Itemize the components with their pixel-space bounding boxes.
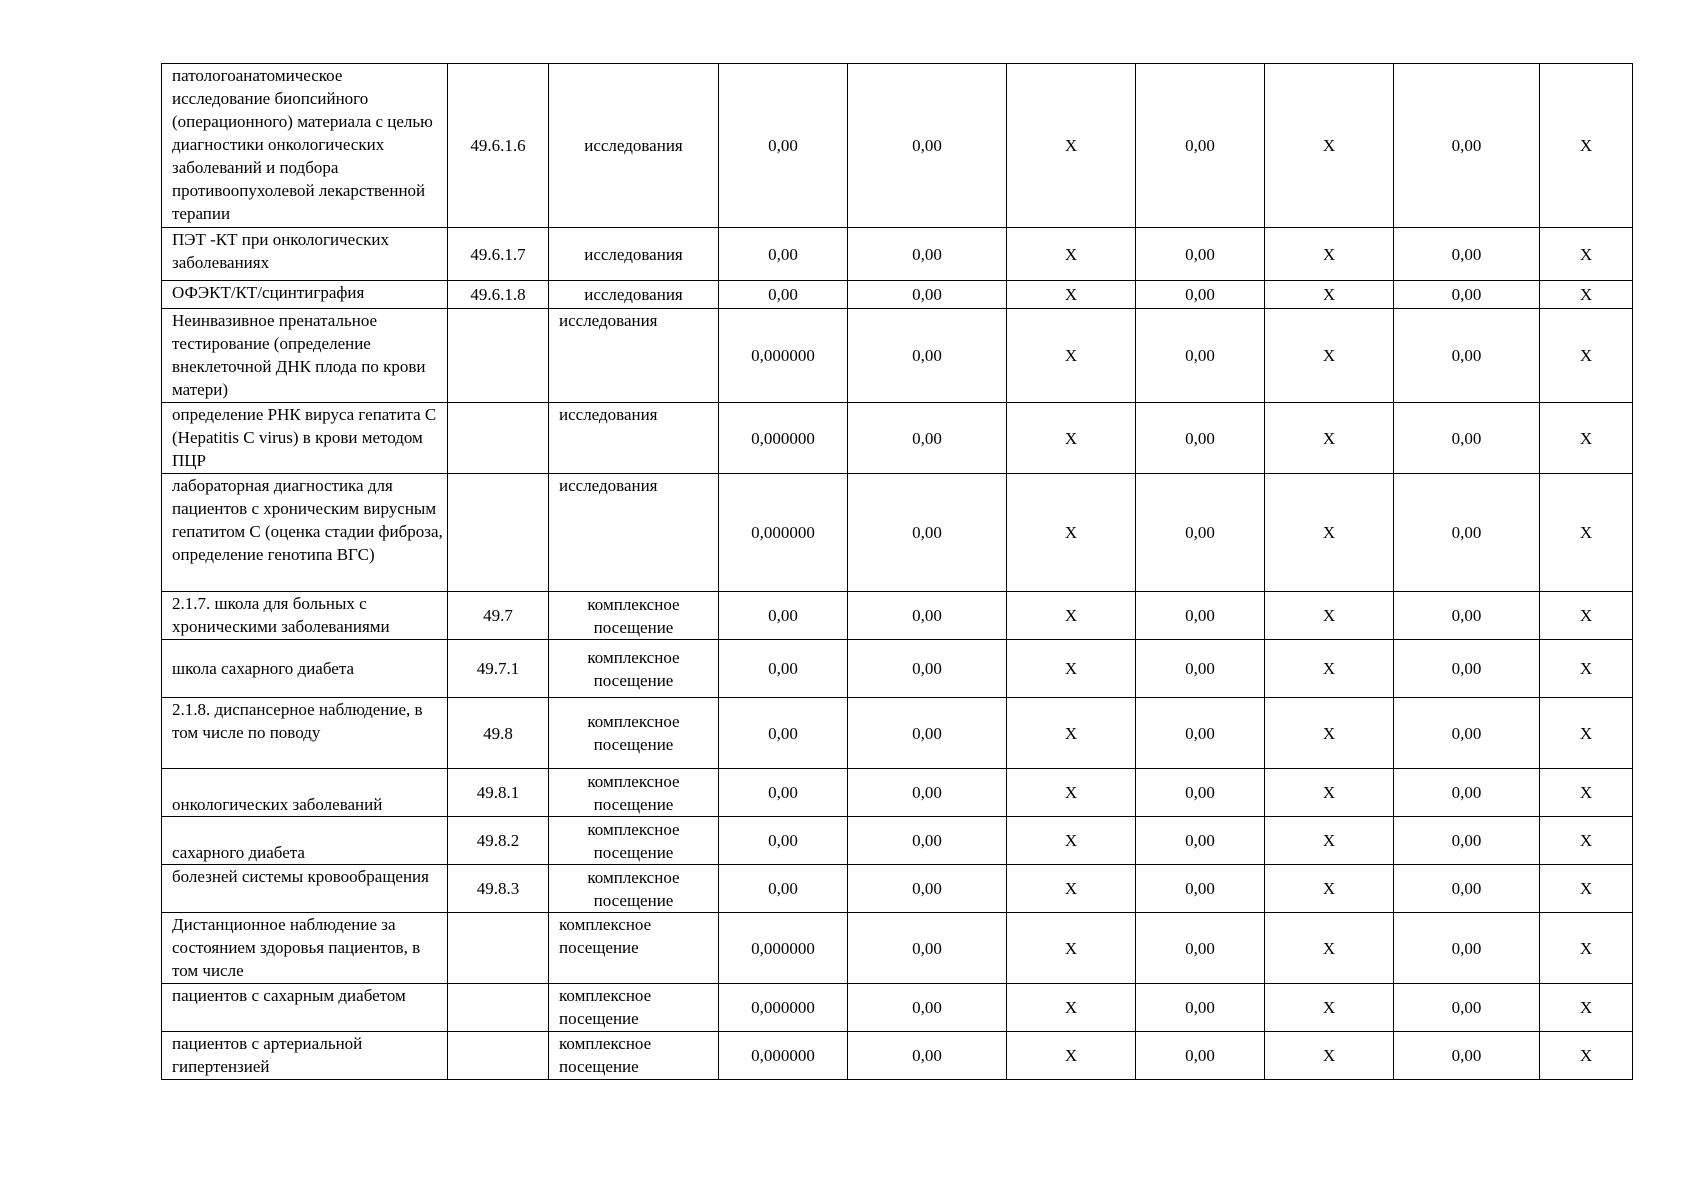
row-value-2: 0,00 <box>848 1032 1007 1080</box>
row-value-6: 0,00 <box>1394 984 1540 1032</box>
row-value-2: 0,00 <box>848 474 1007 592</box>
row-code: 49.8.1 <box>448 769 549 817</box>
row-name: Неинвазивное пренатальное тестирование (определение внеклеточной ДНК плода по крови матери) <box>162 309 448 403</box>
row-value-3: X <box>1007 1032 1136 1080</box>
row-value-5: X <box>1265 1032 1394 1080</box>
row-value-3: X <box>1007 309 1136 403</box>
row-value-6: 0,00 <box>1394 865 1540 913</box>
row-value-1: 0,00 <box>719 592 848 640</box>
row-value-7: X <box>1540 817 1633 865</box>
row-code: 49.8.2 <box>448 817 549 865</box>
row-value-5: X <box>1265 64 1394 228</box>
row-value-1: 0,000000 <box>719 984 848 1032</box>
row-value-4: 0,00 <box>1136 698 1265 769</box>
row-code: 49.6.1.7 <box>448 228 549 281</box>
row-name: онкологических заболеваний <box>162 769 448 817</box>
row-value-4: 0,00 <box>1136 1032 1265 1080</box>
row-value-5: X <box>1265 769 1394 817</box>
row-unit: комплексное посещение <box>549 640 719 698</box>
row-value-5: X <box>1265 228 1394 281</box>
row-code: 49.8.3 <box>448 865 549 913</box>
row-value-2: 0,00 <box>848 865 1007 913</box>
row-unit: комплексное посещение <box>549 984 719 1032</box>
row-code <box>448 403 549 474</box>
row-value-4: 0,00 <box>1136 64 1265 228</box>
row-code: 49.8 <box>448 698 549 769</box>
row-name: 2.1.8. диспансерное наблюдение, в том числе по поводу <box>162 698 448 769</box>
row-value-3: X <box>1007 698 1136 769</box>
row-value-2: 0,00 <box>848 640 1007 698</box>
row-value-3: X <box>1007 474 1136 592</box>
row-name: сахарного диабета <box>162 817 448 865</box>
row-value-7: X <box>1540 640 1633 698</box>
row-value-3: X <box>1007 984 1136 1032</box>
row-value-5: X <box>1265 474 1394 592</box>
table-row <box>162 592 1633 640</box>
row-value-4: 0,00 <box>1136 865 1265 913</box>
table-row <box>162 1032 1633 1080</box>
table-row <box>162 640 1633 698</box>
row-unit: исследования <box>549 228 719 281</box>
row-value-2: 0,00 <box>848 592 1007 640</box>
row-value-4: 0,00 <box>1136 984 1265 1032</box>
row-value-2: 0,00 <box>848 913 1007 984</box>
data-table <box>161 63 1633 1080</box>
row-code: 49.6.1.8 <box>448 281 549 309</box>
row-value-4: 0,00 <box>1136 817 1265 865</box>
row-code <box>448 474 549 592</box>
row-unit: исследования <box>549 64 719 228</box>
row-unit: комплексное посещение <box>549 592 719 640</box>
row-value-7: X <box>1540 984 1633 1032</box>
row-name: болезней системы кровообращения <box>162 865 448 913</box>
row-value-5: X <box>1265 309 1394 403</box>
row-value-6: 0,00 <box>1394 64 1540 228</box>
row-value-6: 0,00 <box>1394 403 1540 474</box>
row-value-7: X <box>1540 865 1633 913</box>
row-unit: комплексное посещение <box>549 769 719 817</box>
row-value-7: X <box>1540 309 1633 403</box>
row-value-3: X <box>1007 281 1136 309</box>
row-value-1: 0,00 <box>719 64 848 228</box>
table-row <box>162 817 1633 865</box>
row-code <box>448 1032 549 1080</box>
row-code: 49.7 <box>448 592 549 640</box>
row-name: школа сахарного диабета <box>162 640 448 698</box>
row-value-3: X <box>1007 592 1136 640</box>
row-value-2: 0,00 <box>848 817 1007 865</box>
row-value-4: 0,00 <box>1136 592 1265 640</box>
row-value-4: 0,00 <box>1136 769 1265 817</box>
row-value-6: 0,00 <box>1394 228 1540 281</box>
row-value-7: X <box>1540 64 1633 228</box>
row-name: ПЭТ -КТ при онкологических заболеваниях <box>162 228 448 281</box>
row-value-6: 0,00 <box>1394 913 1540 984</box>
row-name: патологоанатомическое исследование биопсийного (операционного) материала с целью диагностики онкологических заболеваний и подбора противоопухолевой лекарственной терапии <box>162 64 448 228</box>
row-value-5: X <box>1265 403 1394 474</box>
row-value-2: 0,00 <box>848 403 1007 474</box>
row-value-5: X <box>1265 865 1394 913</box>
row-value-7: X <box>1540 281 1633 309</box>
row-value-4: 0,00 <box>1136 281 1265 309</box>
row-value-4: 0,00 <box>1136 913 1265 984</box>
row-value-4: 0,00 <box>1136 403 1265 474</box>
row-unit: исследования <box>549 474 719 592</box>
row-value-6: 0,00 <box>1394 592 1540 640</box>
row-value-6: 0,00 <box>1394 1032 1540 1080</box>
row-unit: исследования <box>549 281 719 309</box>
row-value-3: X <box>1007 913 1136 984</box>
row-value-7: X <box>1540 698 1633 769</box>
row-name: определение РНК вируса гепатита C (Hepatitis C virus) в крови методом ПЦР <box>162 403 448 474</box>
row-unit: комплексное посещение <box>549 817 719 865</box>
row-value-2: 0,00 <box>848 228 1007 281</box>
row-value-6: 0,00 <box>1394 281 1540 309</box>
row-value-5: X <box>1265 984 1394 1032</box>
row-unit: комплексное посещение <box>549 1032 719 1080</box>
row-code: 49.7.1 <box>448 640 549 698</box>
table-row <box>162 403 1633 474</box>
row-name: ОФЭКТ/КТ/сцинтиграфия <box>162 281 448 309</box>
table-row <box>162 984 1633 1032</box>
row-value-2: 0,00 <box>848 309 1007 403</box>
row-name: пациентов с сахарным диабетом <box>162 984 448 1032</box>
row-unit: комплексное посещение <box>549 698 719 769</box>
row-unit: исследования <box>549 309 719 403</box>
table-row <box>162 865 1633 913</box>
row-value-5: X <box>1265 592 1394 640</box>
row-unit: комплексное посещение <box>549 913 719 984</box>
row-value-6: 0,00 <box>1394 309 1540 403</box>
table-row <box>162 913 1633 984</box>
row-value-1: 0,000000 <box>719 309 848 403</box>
row-value-3: X <box>1007 64 1136 228</box>
row-value-1: 0,00 <box>719 769 848 817</box>
row-value-3: X <box>1007 865 1136 913</box>
row-value-6: 0,00 <box>1394 640 1540 698</box>
row-value-3: X <box>1007 403 1136 474</box>
row-value-6: 0,00 <box>1394 769 1540 817</box>
row-value-1: 0,000000 <box>719 913 848 984</box>
row-value-1: 0,00 <box>719 865 848 913</box>
table-row <box>162 228 1633 281</box>
row-value-1: 0,00 <box>719 640 848 698</box>
row-value-6: 0,00 <box>1394 698 1540 769</box>
row-unit: комплексное посещение <box>549 865 719 913</box>
row-value-3: X <box>1007 817 1136 865</box>
row-value-7: X <box>1540 592 1633 640</box>
table-row <box>162 64 1633 228</box>
row-value-5: X <box>1265 817 1394 865</box>
row-value-1: 0,00 <box>719 281 848 309</box>
row-name: 2.1.7. школа для больных с хроническими заболеваниями <box>162 592 448 640</box>
row-value-3: X <box>1007 640 1136 698</box>
table-row <box>162 698 1633 769</box>
row-value-2: 0,00 <box>848 698 1007 769</box>
row-value-7: X <box>1540 403 1633 474</box>
table-row <box>162 281 1633 309</box>
row-value-1: 0,000000 <box>719 1032 848 1080</box>
row-name: лабораторная диагностика для пациентов с хроническим вирусным гепатитом С (оценка стадии фиброза, определение генотипа ВГС) <box>162 474 448 592</box>
row-code <box>448 913 549 984</box>
row-value-1: 0,00 <box>719 228 848 281</box>
row-value-3: X <box>1007 769 1136 817</box>
row-value-3: X <box>1007 228 1136 281</box>
row-value-7: X <box>1540 913 1633 984</box>
table-row <box>162 474 1633 592</box>
row-value-2: 0,00 <box>848 281 1007 309</box>
row-value-2: 0,00 <box>848 769 1007 817</box>
row-value-7: X <box>1540 474 1633 592</box>
row-value-4: 0,00 <box>1136 228 1265 281</box>
row-value-5: X <box>1265 640 1394 698</box>
row-value-2: 0,00 <box>848 64 1007 228</box>
row-code: 49.6.1.6 <box>448 64 549 228</box>
row-value-5: X <box>1265 913 1394 984</box>
row-value-4: 0,00 <box>1136 640 1265 698</box>
row-value-6: 0,00 <box>1394 474 1540 592</box>
row-value-2: 0,00 <box>848 984 1007 1032</box>
row-value-5: X <box>1265 281 1394 309</box>
row-value-6: 0,00 <box>1394 817 1540 865</box>
row-value-7: X <box>1540 769 1633 817</box>
row-value-1: 0,00 <box>719 817 848 865</box>
row-value-1: 0,000000 <box>719 474 848 592</box>
row-value-7: X <box>1540 1032 1633 1080</box>
row-code <box>448 309 549 403</box>
row-code <box>448 984 549 1032</box>
table-row <box>162 309 1633 403</box>
row-value-5: X <box>1265 698 1394 769</box>
row-unit: исследования <box>549 403 719 474</box>
row-name: Дистанционное наблюдение за состоянием здоровья пациентов, в том числе <box>162 913 448 984</box>
table-row <box>162 769 1633 817</box>
row-value-4: 0,00 <box>1136 309 1265 403</box>
row-value-1: 0,000000 <box>719 403 848 474</box>
row-name: пациентов с артериальной гипертензией <box>162 1032 448 1080</box>
row-value-4: 0,00 <box>1136 474 1265 592</box>
row-value-7: X <box>1540 228 1633 281</box>
table-body <box>162 64 1633 1080</box>
row-value-1: 0,00 <box>719 698 848 769</box>
